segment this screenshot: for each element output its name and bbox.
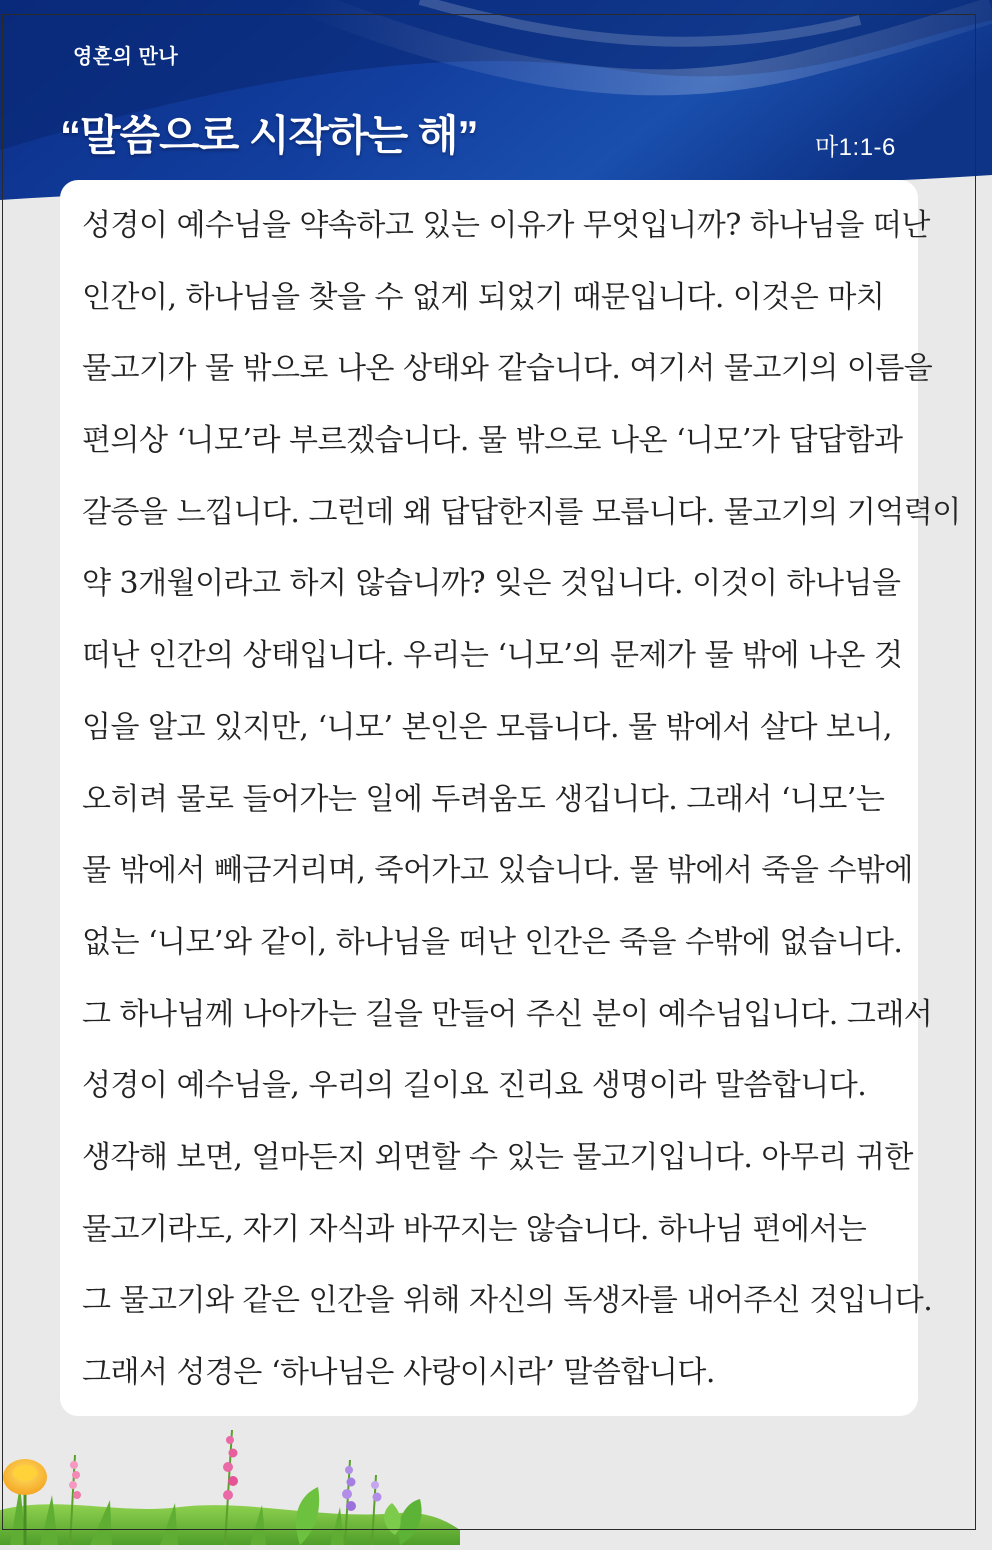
content-card xyxy=(60,180,961,1416)
body-line: 없는 ‘니모’와 같이, 하나님을 떠난 인간은 죽을 수밖에 없습니다. xyxy=(82,924,903,960)
body-line: 그 물고기와 같은 인간을 위해 자신의 독생자를 내어주신 것입니다. xyxy=(82,1283,933,1319)
flower-decoration xyxy=(0,1415,460,1545)
body-line: 성경이 예수님을, 우리의 길이요 진리요 생명이라 말씀합니다. xyxy=(82,1068,867,1104)
body-line: 성경이 예수님을 약속하고 있는 이유가 무엇입니까? 하나님을 떠난 xyxy=(82,208,930,243)
body-line: 물 밖에서 빼금거리며, 죽어가고 있습니다. 물 밖에서 죽을 수밖에 xyxy=(82,853,913,889)
body-line: 떠난 인간의 상태입니다. 우리는 ‘니모’의 문제가 물 밖에 나온 것 xyxy=(82,638,903,674)
body-text xyxy=(82,190,961,1409)
body-line: 오히려 물로 들어가는 일에 두려움도 생깁니다. 그래서 ‘니모’는 xyxy=(82,781,885,817)
body-line: 생각해 보면, 얼마든지 외면할 수 있는 물고기입니다. 아무리 귀한 xyxy=(82,1139,913,1175)
page-title: “말씀으로 시작하는 해” xyxy=(60,112,478,159)
body-line: 임을 알고 있지만, ‘니모’ 본인은 모릅니다. 물 밖에서 살다 보니, xyxy=(82,709,893,745)
flower-illustration xyxy=(0,1415,460,1545)
body-line: 물고기라도, 자기 자식과 바꾸지는 않습니다. 하나님 편에서는 xyxy=(82,1211,867,1247)
scripture-reference: 마1:1-6 xyxy=(815,134,896,161)
body-line: 갈증을 느낍니다. 그런데 왜 답답한지를 모릅니다. 물고기의 기억력이 xyxy=(82,494,961,530)
body-line: 편의상 ‘니모’라 부르겠습니다. 물 밖으로 나온 ‘니모’가 답답함과 xyxy=(82,423,903,459)
section-label: 영혼의 만나 xyxy=(73,46,179,68)
body-line: 그래서 성경은 ‘하나님은 사랑이시라’ 말씀합니다. xyxy=(82,1355,715,1390)
body-line: 그 하나님께 나아가는 길을 만들어 주신 분이 예수님입니다. 그래서 xyxy=(82,996,933,1032)
body-line: 약 3개월이라고 하지 않습니까? 잊은 것입니다. 이것이 하나님을 xyxy=(82,566,901,602)
body-line: 물고기가 물 밖으로 나온 상태와 같습니다. 여기서 물고기의 이름을 xyxy=(82,351,933,387)
body-line: 인간이, 하나님을 찾을 수 없게 되었기 때문입니다. 이것은 마치 xyxy=(82,279,885,315)
